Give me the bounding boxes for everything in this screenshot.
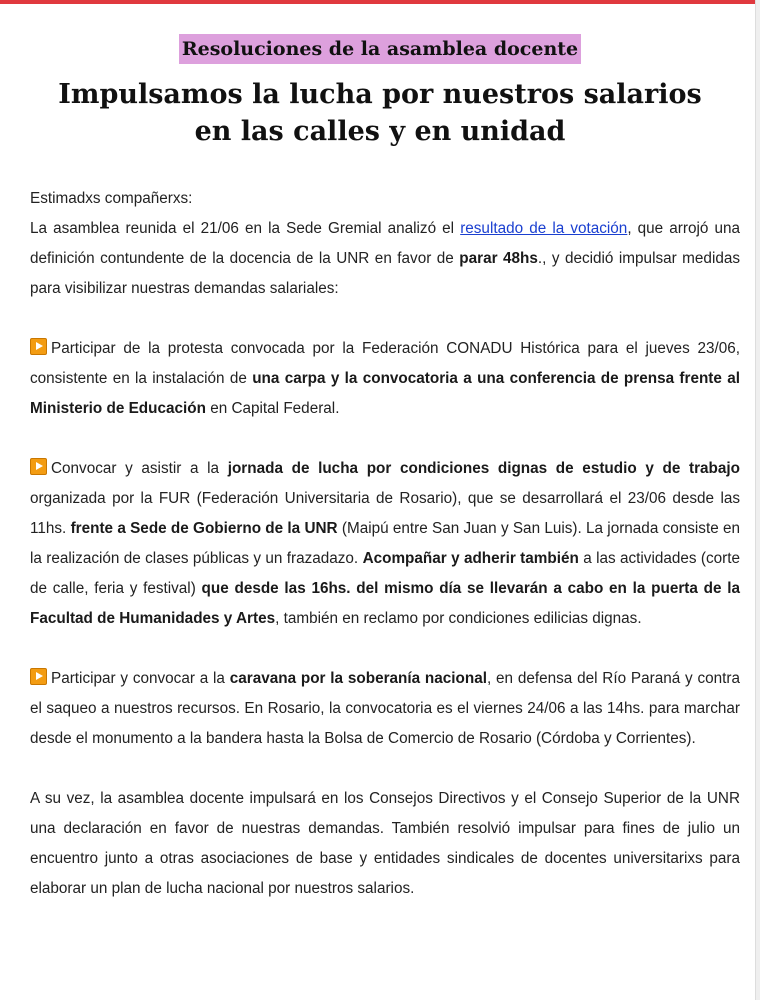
closing-paragraph: A su vez, la asamblea docente impulsará en los Consejos Directivos y el Consejo Superior de la UNR una declaración en favor de nuestras demandas. También resolvió impulsar para fines de julio un encuentro junto a otras asociaciones de base y entidades sindicales de docentes universitarixs para elaborar un plan de lucha nacional por nuestros salarios. <box>30 790 740 897</box>
item1-text-2: en Capital Federal. <box>205 400 340 417</box>
list-item <box>30 664 740 754</box>
item3-text-2: , en defensa del Río Paraná y contra el saqueo a nuestros recursos. En Rosario, la convocatoria es el viernes 24/06 a las 14hs. para marchar desde el monumento a la bandera hasta la Bolsa de Comercio de Rosario (Córdoba y Corrientes). <box>30 670 740 747</box>
item1-text-1: Participar de la protesta convocada por la Federación CONADU Histórica para el jueves 23/06, consistente en la instalación de <box>30 340 740 387</box>
intro-paragraph <box>30 214 740 304</box>
page-title <box>0 76 760 150</box>
intro-text-1: La asamblea reunida el 21/06 en la Sede Gremial analizó el <box>30 220 461 237</box>
item3-text-1: Participar y convocar a la <box>51 670 230 687</box>
list-item <box>30 334 740 424</box>
item2-text-1: Convocar y asistir a la <box>51 460 228 477</box>
item2-bold-1: jornada de lucha por condiciones dignas de estudio y de trabajo <box>227 460 740 477</box>
item2-text-2: organizada por la FUR (Federación Universitaria de Rosario), que se desarrollará el 23/06 desde las 11hs. <box>30 490 740 537</box>
item2-bold-4: que desde las 16hs. del mismo día se llevarán a cabo en la puerta de la Facultad de Humanidades y Artes <box>30 580 740 627</box>
top-accent-bar <box>0 0 760 4</box>
list-item <box>30 454 740 634</box>
intro-bold-1: parar 48hs <box>459 250 538 267</box>
intro-text-3: ., y decidió impulsar medidas para visibilizar nuestras demandas salariales: <box>30 250 741 297</box>
item2-text-5: , también en reclamo por condiciones edilicias dignas. <box>275 610 642 627</box>
item2-text-4: a las actividades (corte de calle, feria y festival) <box>30 550 741 597</box>
item1-bold-1: una carpa y la convocatoria a una conferencia de prensa frente al Ministerio de Educación <box>30 370 740 417</box>
item2-text-3: (Maipú entre San Juan y San Luis). La jornada consiste en la realización de clases públicas y un frazadazo. <box>30 520 740 567</box>
item2-bold-3: Acompañar y adherir también <box>362 550 579 567</box>
voting-result-link[interactable]: resultado de la votación <box>460 220 628 237</box>
greeting: Estimadxs compañerxs: <box>30 190 193 207</box>
item2-bold-2: frente a Sede de Gobierno de la UNR <box>70 520 338 537</box>
intro-text-2: , que arrojó una definición contundente de la docencia de la UNR en favor de <box>30 220 741 267</box>
kicker-label: Resoluciones de la asamblea docente <box>179 34 581 64</box>
play-arrow-icon <box>30 338 47 355</box>
kicker-container <box>0 34 760 64</box>
page-title-line-1: Impulsamos la lucha por nuestros salarios <box>58 79 702 110</box>
play-arrow-icon <box>30 458 47 475</box>
play-arrow-icon <box>30 668 47 685</box>
page-title-line-2: en las calles y en unidad <box>194 116 566 147</box>
scrollbar-track[interactable] <box>755 0 760 1000</box>
item3-bold-1: caravana por la soberanía nacional <box>229 670 487 687</box>
article-body <box>30 184 740 904</box>
